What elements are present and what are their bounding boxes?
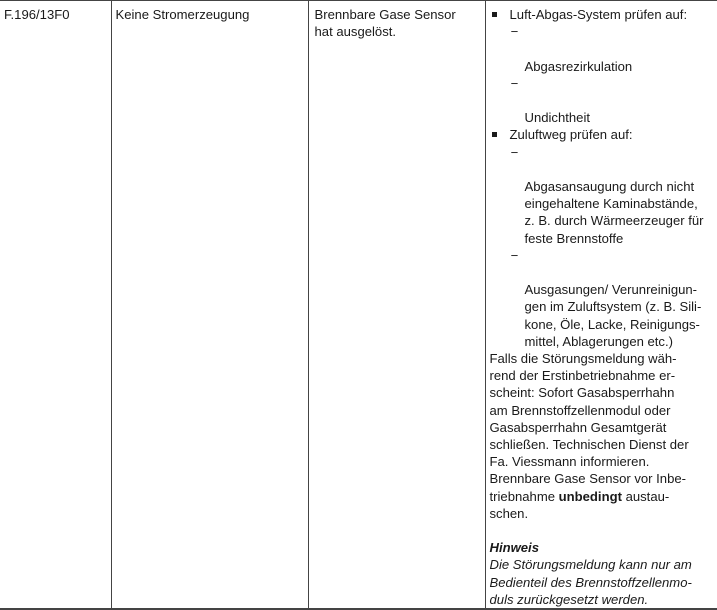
paragraph-text-end: austau- schen. (490, 489, 670, 521)
sub-list (510, 23, 710, 126)
fault-code-cell (0, 1, 111, 609)
sub-item (510, 75, 710, 127)
note-text: Die Störungsmeldung kann nur am Bedienteil des Brennstoffzellenmo- duls zurückgesetzt werden. (490, 556, 710, 608)
measure-paragraph (490, 350, 710, 522)
note-heading: Hinweis (490, 539, 710, 556)
sub-item-text: Ausgasungen/ Verunreinigun- gen im Zuluftsystem (z. B. Sili- kone, Öle, Lacke, Reinigungs- mittel, Ablagerungen etc.) (525, 282, 702, 349)
fault-code: F.196/13F0 (4, 6, 111, 23)
paragraph-emphasis: unbedingt (559, 489, 622, 504)
measure-item-exhaust-system (490, 6, 710, 126)
measures-block (490, 6, 717, 608)
measure-label: Zuluftweg prüfen auf: (510, 127, 633, 142)
dash-icon (510, 23, 520, 40)
system-behavior-cell (111, 1, 308, 609)
sub-item (510, 23, 710, 75)
sub-item-text: Abgasrezirkulation (525, 59, 633, 74)
table-row (0, 1, 717, 609)
fault-cause: Brennbare Gase Sensor hat ausgelöst. (313, 6, 485, 40)
measure-item-air-supply (490, 126, 710, 350)
system-behavior: Keine Stromerzeugung (116, 6, 308, 23)
square-bullet-icon (492, 132, 497, 137)
dash-icon (510, 144, 520, 161)
sub-list (510, 144, 710, 350)
sub-item (510, 144, 710, 247)
square-bullet-icon (492, 12, 497, 17)
sub-item (510, 247, 710, 350)
sub-item-text: Abgasansaugung durch nicht eingehaltene Kaminabstände, z. B. durch Wärmeerzeuger für feste Brennstoffe (525, 179, 704, 246)
dash-icon (510, 247, 520, 264)
sub-item-text: Undichtheit (525, 110, 591, 125)
paragraph-text: Falls die Störungsmeldung wäh- rend der Erstinbetriebnahme er- scheint: Sofort Gasabsperrhahn am Brennstoffzellenmodul oder Gasabsperrhahn Gesamtgerät schließen. Technischen Dienst der Fa. Viessmann informieren. Brennbare Gase Sensor vor Inbe- triebnahme (490, 351, 689, 504)
measure-label: Luft-Abgas-System prüfen auf: (510, 7, 688, 22)
dash-icon (510, 75, 520, 92)
measures-cell (485, 1, 717, 609)
fault-cause-cell (308, 1, 485, 609)
